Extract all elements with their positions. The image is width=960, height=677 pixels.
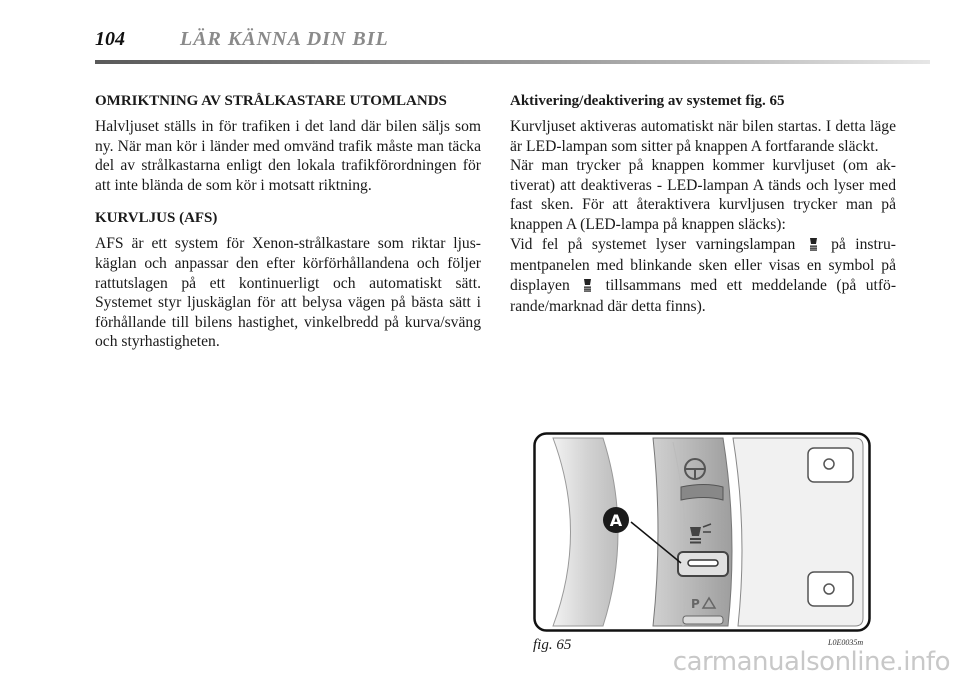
right-column (510, 92, 896, 317)
paragraph-text-c: tillsammans med ett meddelande (på utförande/marknad där detta finns). (510, 276, 897, 316)
paragraph-activation-2: När man trycker på knappen kommer kurvljuset (om aktiverat) att deaktiveras - LED-lampan A tänds och lyser med fast sken. För att återaktivera kurvljusen trycker man på knappen A (LED-lampa på knappen släcks): (510, 157, 896, 233)
afs-warning-icon (583, 278, 592, 298)
paragraph-activation-1: Kurvljuset aktiveras automatiskt när bilen startas. I detta läge är LED-lampan som sitter på knappen A fortfarande släckt. (510, 118, 896, 155)
paragraph-text-b: på instrumentpanelen med blinkande sken eller visas en symbol på displayen (510, 235, 896, 294)
afs-warning-icon (809, 237, 818, 257)
section-title: LÄR KÄNNA DIN BIL (180, 28, 389, 50)
callout-label: A (609, 511, 623, 530)
paragraph-activation-3 (510, 235, 896, 317)
heading-activation: Aktivering/deaktivering av systemet fig. 65 (510, 93, 785, 109)
figure-afs-button (533, 432, 871, 632)
page-header (95, 28, 925, 58)
paragraph-headlight-adjustment: Halvljuset ställs in för trafiken i det land där bilen säljs som ny. När man kör i länder med omvänd trafik måste man täcka del av strålkastarna enligt den lokala trafikförordningen för att inte blända de som kör i motsatt riktning. (95, 118, 481, 194)
paragraph-afs: AFS är ett system för Xenon-strålkastare som riktar ljuskäglan och anpassar den efter körförhållandena och följer rattutslagen på ett kontinuerligt och automatiskt sätt. Systemet styr ljuskäglan för att belysa vägen på bästa sätt i förhållande till bilens hastighet, vinkelbredd på kurva/sväng och styrhastigheten. (95, 235, 481, 351)
page-number: 104 (95, 28, 125, 50)
paragraph-text-a: Vid fel på systemet lyser varningslampan (510, 235, 796, 253)
figure-code: L0E0035m (828, 638, 864, 647)
header-divider (95, 60, 930, 64)
svg-text:P: P (691, 597, 700, 611)
left-column (95, 92, 481, 366)
figure-caption: fig. 65 (533, 637, 572, 653)
heading-afs: KURVLJUS (AFS) (95, 210, 218, 227)
heading-headlight-adjustment: OMRIKTNING AV STRÅLKASTARE UTOMLANDS (95, 93, 447, 109)
watermark: carmanualsonline.info (672, 647, 950, 677)
